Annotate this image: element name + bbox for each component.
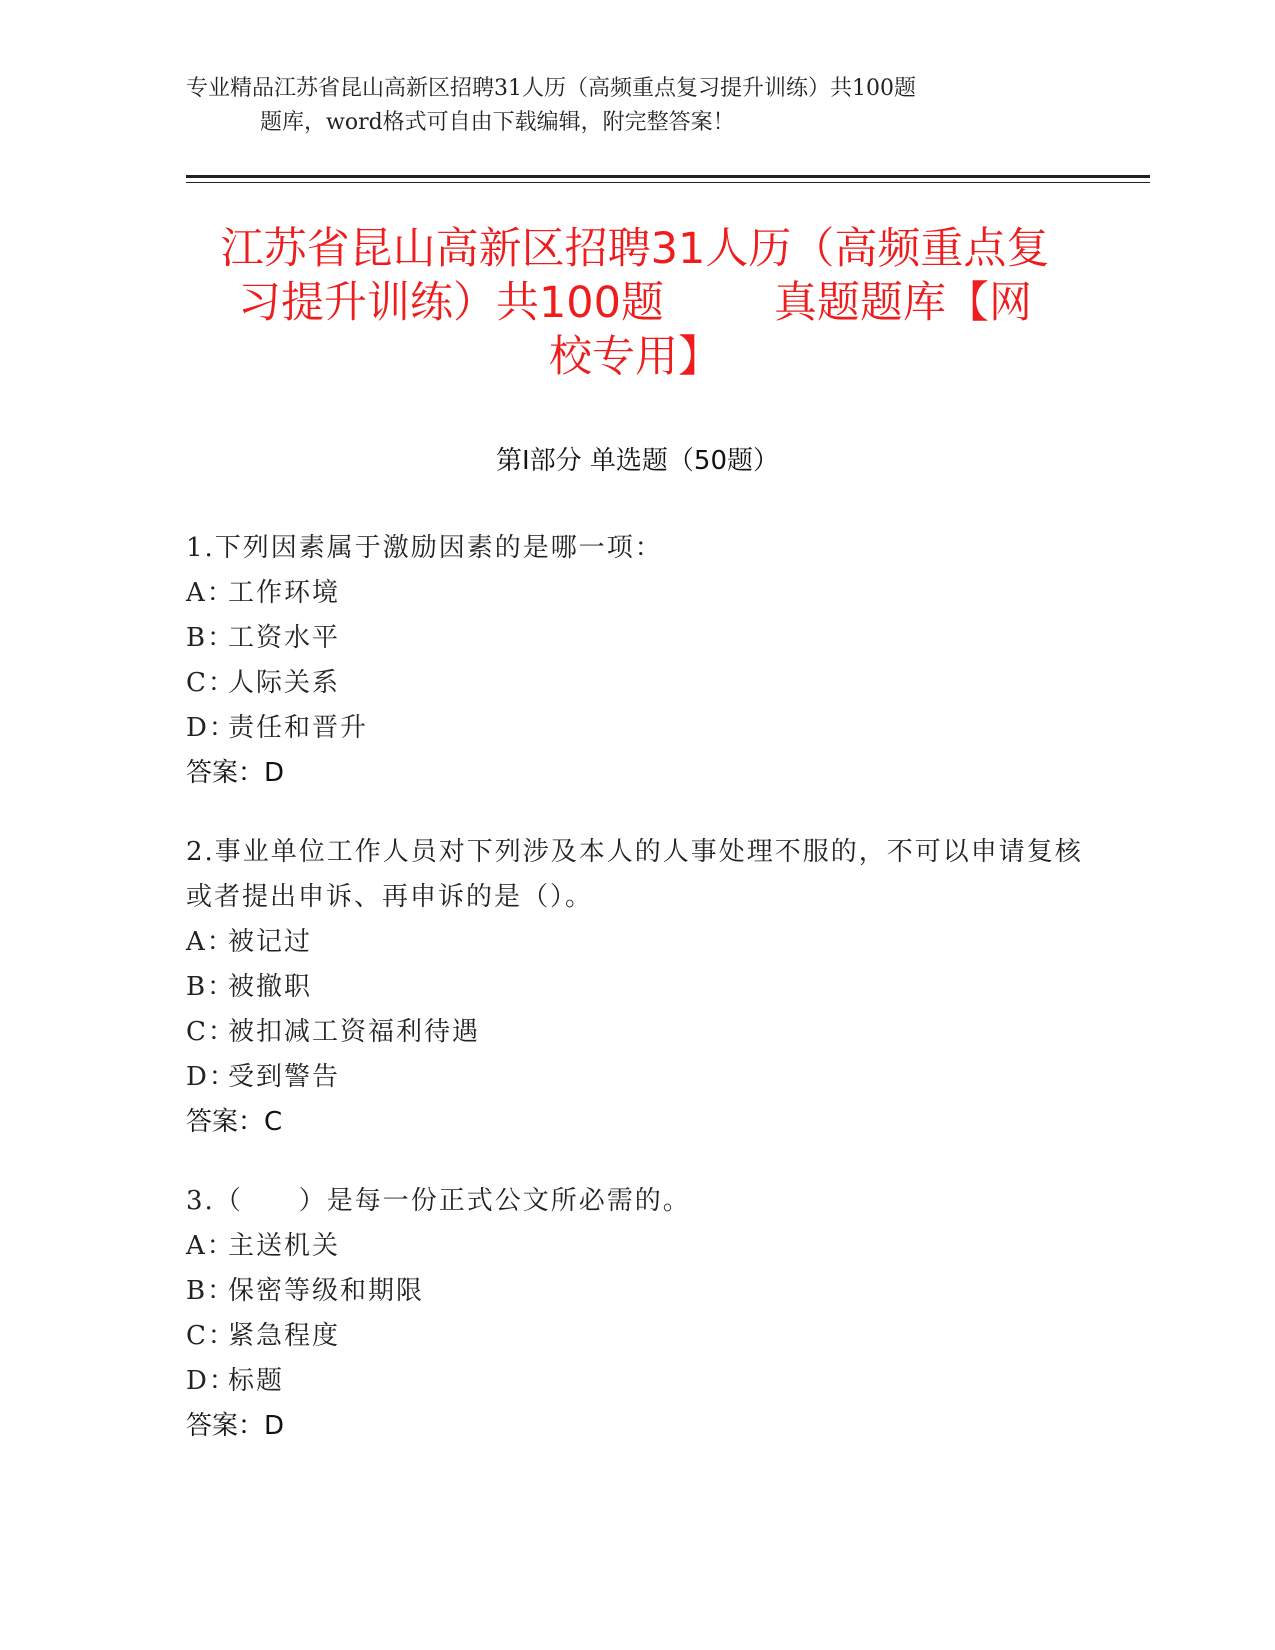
question-list <box>186 526 1086 1483</box>
option-text: 标题 <box>228 1366 285 1396</box>
document-header <box>186 72 1086 140</box>
option-text: 工作环境 <box>228 578 341 608</box>
title-line-2a: 习提升训练）共100题 <box>237 278 665 328</box>
header-divider-thin <box>186 182 1150 183</box>
option-key: D： <box>186 713 237 743</box>
header-line-2: 题库，word格式可自由下载编辑，附完整答案！ <box>260 110 735 135</box>
question-3 <box>186 1179 1086 1449</box>
question-stem: 3.（ ）是每一份正式公文所必需的。 <box>186 1186 691 1216</box>
option-text: 人际关系 <box>228 668 341 698</box>
title-line-2b: 真题题库【网 <box>774 278 1033 328</box>
option-key: C： <box>186 668 236 698</box>
option-c <box>186 661 1086 706</box>
option-d <box>186 1055 1086 1100</box>
option-c <box>186 1314 1086 1359</box>
option-key: B： <box>186 1276 236 1306</box>
option-key: C： <box>186 1321 236 1351</box>
option-b <box>186 1269 1086 1314</box>
question-stem: 1.下列因素属于激励因素的是哪一项： <box>186 533 663 563</box>
option-key: C： <box>186 1017 236 1047</box>
option-b <box>186 965 1086 1010</box>
option-text: 受到警告 <box>228 1062 341 1092</box>
option-text: 被记过 <box>228 927 313 957</box>
title-line-3: 校专用】 <box>549 332 721 382</box>
option-d <box>186 1359 1086 1404</box>
option-key: D： <box>186 1366 237 1396</box>
title-line-1: 江苏省昆山高新区招聘31人历（高频重点复 <box>220 224 1050 274</box>
document-title <box>180 222 1090 384</box>
option-text: 工资水平 <box>228 623 341 653</box>
option-c <box>186 1010 1086 1055</box>
header-divider-thick <box>186 175 1150 178</box>
option-text: 紧急程度 <box>228 1321 341 1351</box>
option-key: B： <box>186 623 236 653</box>
question-1 <box>186 526 1086 796</box>
answer-line: 答案：C <box>186 1107 283 1137</box>
option-key: A： <box>186 578 235 608</box>
option-key: B： <box>186 972 236 1002</box>
section-title: 第Ⅰ部分 单选题（50题） <box>495 446 780 476</box>
option-text: 主送机关 <box>228 1231 341 1261</box>
option-a <box>186 1224 1086 1269</box>
option-key: A： <box>186 927 235 957</box>
option-key: A： <box>186 1231 235 1261</box>
question-2 <box>186 830 1086 1145</box>
option-a <box>186 920 1086 965</box>
header-line-1: 专业精品江苏省昆山高新区招聘31人历（高频重点复习提升训练）共100题 <box>186 76 916 101</box>
option-b <box>186 616 1086 661</box>
option-key: D： <box>186 1062 237 1092</box>
answer-line: 答案：D <box>186 1411 285 1441</box>
question-stem: 2.事业单位工作人员对下列涉及本人的人事处理不服的，不可以申请复核或者提出申诉、再申诉的是（）。 <box>186 837 1083 912</box>
option-text: 保密等级和期限 <box>228 1276 425 1306</box>
option-text: 被撤职 <box>228 972 313 1002</box>
option-text: 责任和晋升 <box>228 713 369 743</box>
option-a <box>186 571 1086 616</box>
answer-line: 答案：D <box>186 758 285 788</box>
title-line-2 <box>180 276 1090 330</box>
option-text: 被扣减工资福利待遇 <box>228 1017 481 1047</box>
option-d <box>186 706 1086 751</box>
